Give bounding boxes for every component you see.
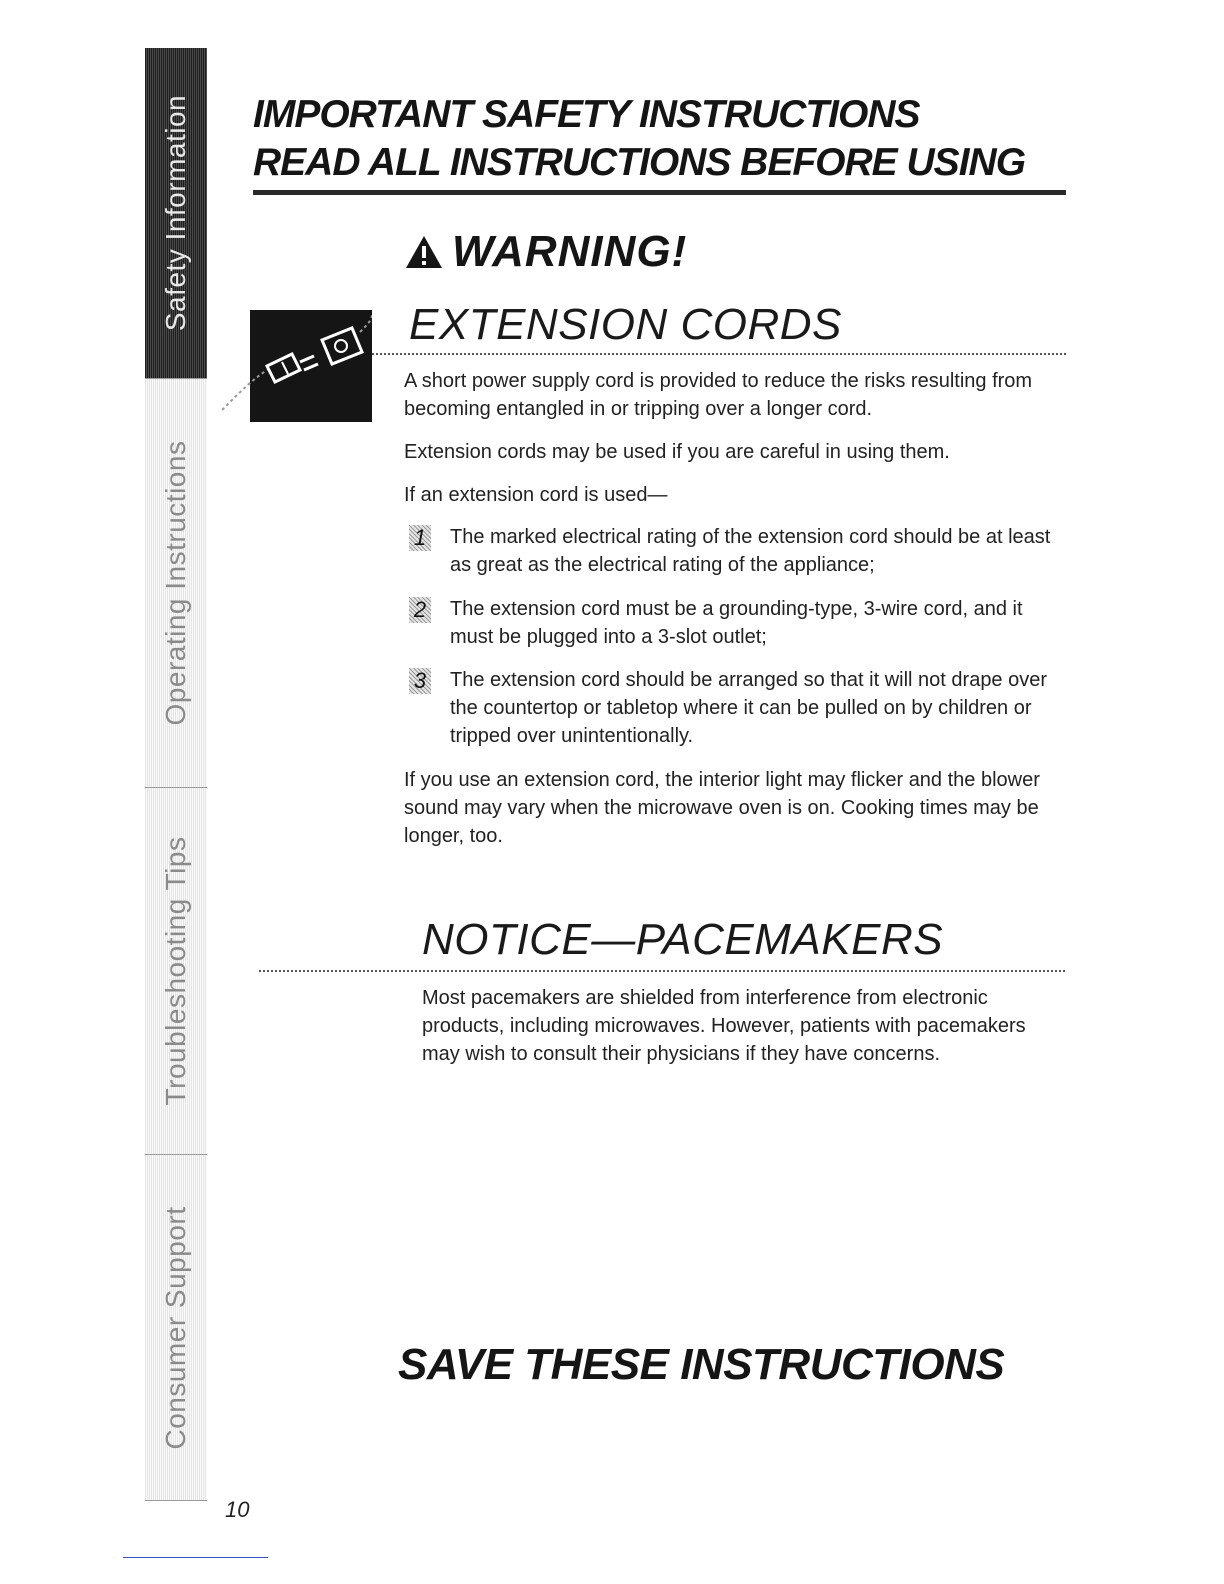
extension-intro: A short power supply cord is provided to reduce the risks resulting from becoming entangled in or tripping over a longer cord. (404, 370, 1033, 420)
section-rule (259, 970, 1065, 972)
extension-if-used: If an extension cord is used— (404, 484, 668, 506)
page-number: 10 (225, 1497, 250, 1522)
tab-troubleshooting-tips[interactable] (145, 788, 207, 1155)
list-item-text: The marked electrical rating of the extension cord should be at least as great as the electrical rating of the appliance; (450, 526, 1051, 576)
tab-operating-instructions[interactable] (145, 379, 207, 788)
section-tabs (145, 48, 207, 1500)
tab-label: Operating Instructions (160, 440, 191, 726)
header-line-2: READ ALL INSTRUCTIONS BEFORE USING (253, 141, 1026, 184)
pacemakers-heading: NOTICE—PACEMAKERS (422, 915, 944, 964)
section-rule (372, 353, 1066, 355)
tab-safety-information[interactable] (145, 48, 207, 379)
warning-label: WARNING! (452, 227, 688, 276)
list-item-text: The extension cord must be a grounding-type, 3-wire cord, and it must be plugged into a 3-slot outlet; (450, 598, 1023, 648)
warning-triangle-icon (404, 234, 444, 270)
header-line-1: IMPORTANT SAFETY INSTRUCTIONS (253, 93, 920, 136)
tab-label: Consumer Support (160, 1205, 191, 1450)
save-instructions: SAVE THESE INSTRUCTIONS (398, 1340, 1005, 1389)
extension-cords-heading: EXTENSION CORDS (409, 300, 842, 349)
tab-label: Troubleshooting Tips (160, 836, 191, 1106)
number-badge: 3 (409, 668, 431, 694)
plug-icon (222, 310, 372, 422)
tab-label: Safety Information (160, 94, 191, 332)
link-underline (123, 1557, 268, 1558)
tab-consumer-support[interactable] (145, 1155, 207, 1501)
warning-heading (404, 227, 687, 277)
list-item-text: The extension cord should be arranged so that it will not drape over the countertop or tabletop where it can be pulled on by children or tripped over unintentionally. (450, 669, 1048, 747)
number-badge: 1 (409, 525, 431, 551)
pacemakers-text: Most pacemakers are shielded from interference from electronic products, including microwaves. However, patients with pacemakers may wish to consult their physicians if they have concerns. (422, 987, 1026, 1065)
extension-closing: If you use an extension cord, the interior light may flicker and the blower sound may vary when the microwave oven is on. Cooking times may be longer, too. (404, 769, 1040, 847)
number-badge: 2 (409, 597, 431, 623)
header-rule (253, 190, 1066, 195)
extension-may-be-used: Extension cords may be used if you are careful in using them. (404, 441, 950, 463)
